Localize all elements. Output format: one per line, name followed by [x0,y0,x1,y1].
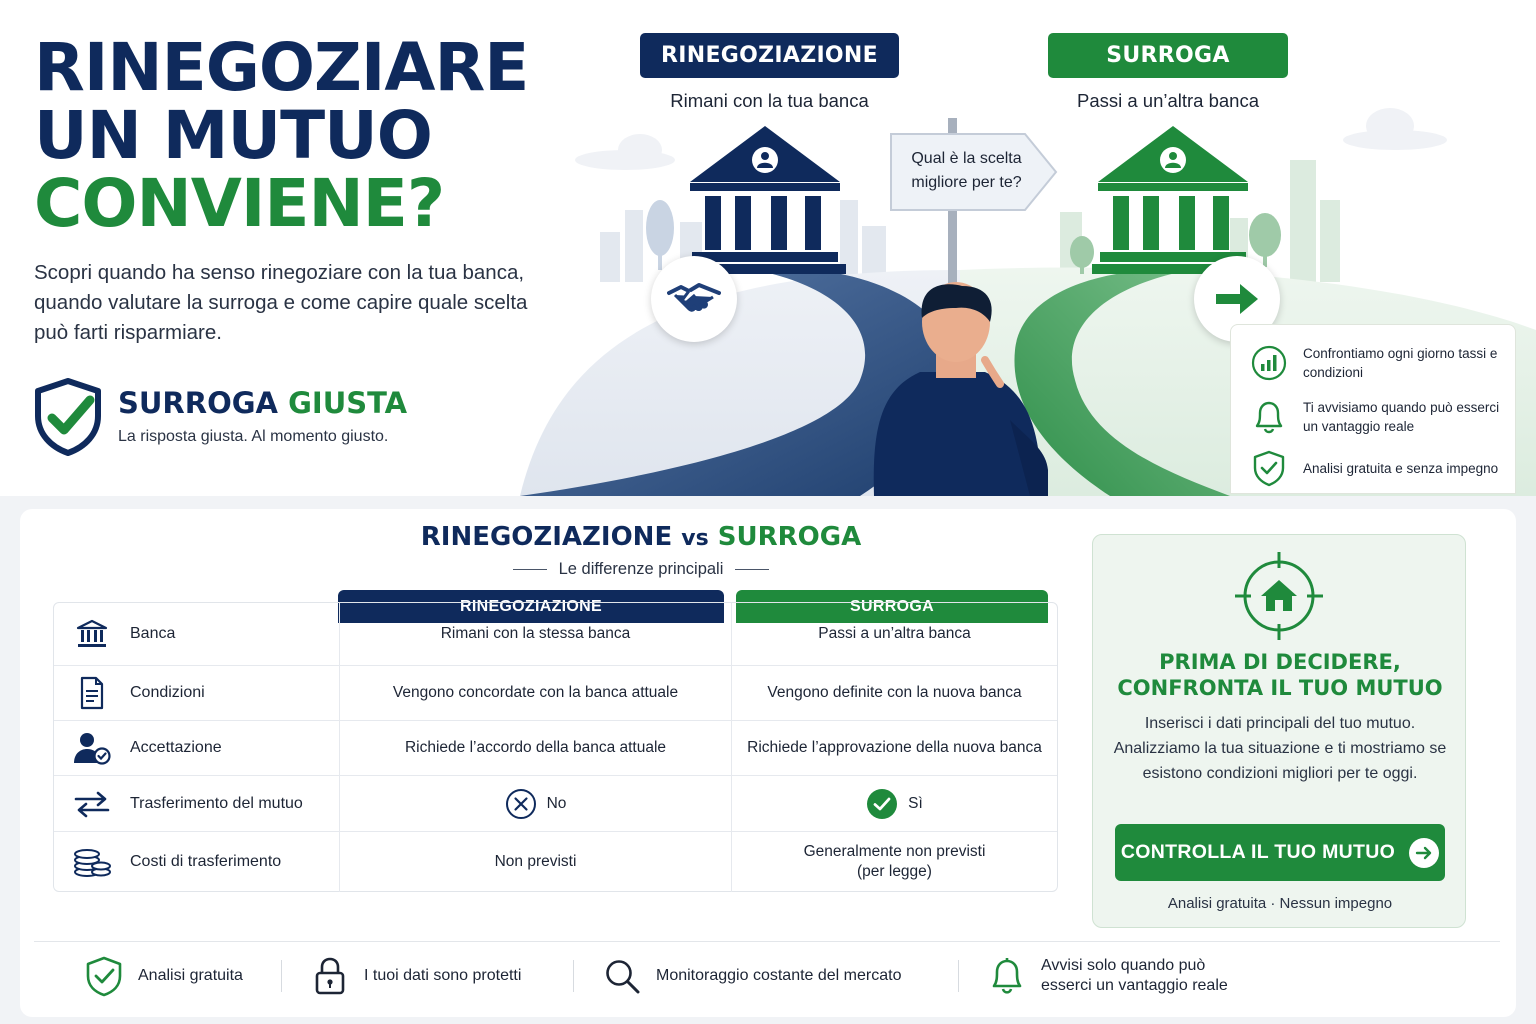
feature-text: Confrontiamo ogni giorno tassi e condizioni [1303,346,1498,380]
comparison-table [53,602,1058,892]
transfer-icon [72,790,112,818]
brand-logo [34,378,454,458]
coins-icon [72,845,112,879]
cta-heading [1093,649,1467,701]
check-mortgage-button[interactable] [1115,824,1445,881]
footer-text: Analisi gratuita [138,967,243,984]
cell-value-line1: Generalmente non previsti [803,843,986,860]
feature-item [1249,341,1513,385]
cta-heading-line2: CONFRONTA IL TUO MUTUO [1117,676,1443,700]
x-circle-icon [505,788,537,820]
features-box [1230,324,1516,494]
cta-text: Inserisci i dati principali del tuo mutuo. Analizziamo la tua situazione e ti mostriamo se esistono condizioni migliori per te oggi. [1113,715,1447,782]
row-label: Banca [130,625,176,642]
footer-text: Monitoraggio costante del mercato [656,967,902,984]
surroga-subtitle: Passi a un’altra banca [1076,90,1260,111]
footer-text-line2: esserci un vantaggio reale [1041,977,1228,994]
document-icon [79,676,105,710]
signpost-text: Qual è la scelta migliore per te? [911,150,1022,191]
shield-check-icon [1252,449,1286,487]
cell-renegotiation: Richiede l’accordo della banca attuale [339,721,731,775]
shield-check-icon [85,955,123,997]
table-row [54,721,1057,776]
hero-title-line2: UN MUTUO [34,97,432,174]
table-row [54,832,1057,892]
cell-surroga: Richiede l’approvazione della nuova banca [731,721,1057,775]
user-check-icon [73,731,111,765]
footer-item [308,952,521,1000]
bank-icon [76,619,108,649]
bell-icon [989,956,1025,996]
comparison-title-left: RINEGOZIAZIONE [420,522,673,552]
comparison-title-vs: vs [681,526,709,551]
hero-title-line3: CONVIENE? [34,165,445,242]
row-label: Accettazione [130,739,222,756]
cell-surroga [731,832,1057,892]
handshake-icon [667,279,721,319]
table-row [54,603,1057,666]
footer-separator [281,960,282,992]
cell-value: No [546,794,567,812]
column-header-renegotiation: RINEGOZIAZIONE [338,590,724,623]
footer-separator [958,960,959,992]
row-label: Trasferimento del mutuo [130,794,303,812]
feature-text: Ti avvisiamo quando può esserci un vantaggio reale [1303,400,1500,434]
comparison-subtitle-text: Le differenze principali [558,560,724,578]
cta-note: Analisi gratuita · Nessun impegno [1167,895,1393,912]
brand-name [118,386,407,420]
footer-separator [573,960,574,992]
renegotiation-badge [651,256,737,342]
row-label: Condizioni [130,684,205,701]
check-circle-icon [866,788,898,820]
row-label: Costi di trasferimento [130,853,282,870]
lock-icon [314,956,346,996]
footer-divider [34,941,1500,942]
cta-heading-line1: PRIMA DI DECIDERE, [1159,650,1401,674]
cell-renegotiation [339,776,731,831]
hero-title-line1: RINEGOZIARE [34,29,529,106]
footer-item [82,952,243,1000]
footer-text-line1: Avvisi solo quando può [1041,957,1206,974]
cell-value-line2: (per legge) [857,863,932,880]
cell-value: Sì [908,794,923,812]
arrow-right-icon[interactable] [1409,838,1439,868]
surroga-pill: SURROGA [1048,33,1288,78]
house-target-icon [1233,550,1325,642]
comparison-title-right: SURROGA [717,522,862,552]
chart-icon [1250,344,1288,382]
cell-renegotiation: Rimani con la stessa banca [339,603,731,665]
table-row [54,666,1057,721]
magnifier-icon [603,957,641,995]
bell-icon [1251,398,1287,436]
footer-item [600,952,901,1000]
brand-tagline: La risposta giusta. Al momento giusto. [118,428,389,445]
shield-check-icon [34,378,102,456]
renegotiation-subtitle: Rimani con la tua banca [670,90,869,111]
footer-text [1041,956,1228,996]
cell-renegotiation: Non previsti [339,832,731,892]
cell-renegotiation: Vengono concordate con la banca attuale [339,666,731,720]
bank-icon [1092,126,1254,274]
footer-item [985,952,1228,1000]
cell-surroga [731,776,1057,831]
footer-text: I tuoi dati sono protetti [364,967,522,984]
feature-item [1249,395,1513,439]
brand-name-part2: GIUSTA [288,386,408,420]
table-row [54,776,1057,832]
column-header-surroga: SURROGA [736,590,1048,623]
comparison-title [0,522,1282,552]
bank-icon [684,126,846,274]
check-mortgage-button-label[interactable]: CONTROLLA IL TUO MUTUO [1120,841,1396,863]
cell-surroga: Passi a un’altra banca [731,603,1057,665]
renegotiation-pill: RINEGOZIAZIONE [640,33,899,78]
cell-surroga: Vengono definite con la nuova banca [731,666,1057,720]
cta-box [1092,534,1466,928]
feature-text: Analisi gratuita e senza impegno [1303,460,1499,476]
brand-name-part1: SURROGA [118,386,278,420]
hero-section [0,0,1536,496]
comparison-subtitle [0,560,1282,579]
feature-item [1249,446,1513,490]
hero-subtitle: Scopri quando ha senso rinegoziare con la tua banca, quando valutare la surroga e come capire quale scelta può farti risparmiare. [34,261,528,344]
arrow-right-icon [1214,282,1260,316]
